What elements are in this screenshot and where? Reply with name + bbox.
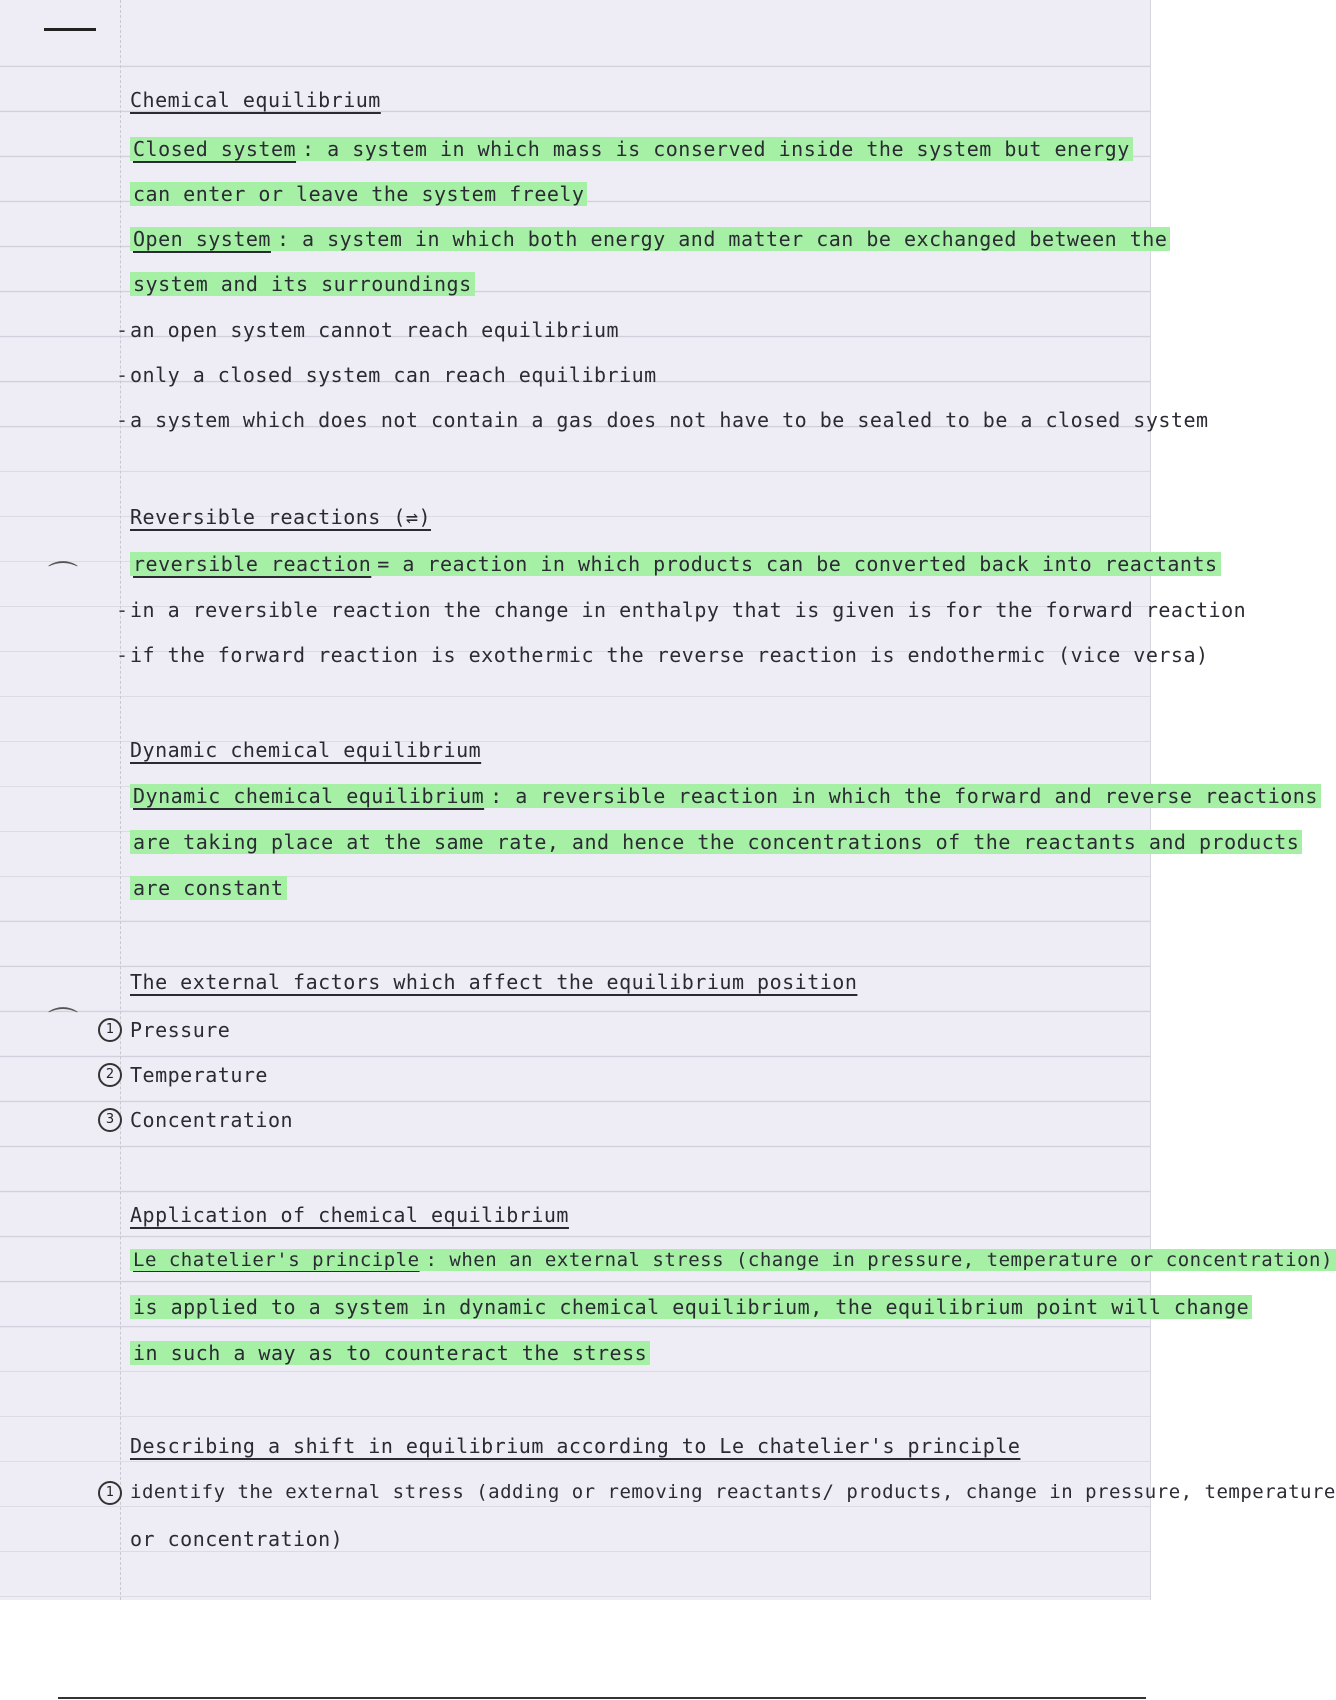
list-item: only a closed system can reach equilibrium — [130, 363, 657, 387]
section-heading-equilibrium: Chemical equilibrium — [130, 88, 381, 112]
reversible-reaction-def: = a reaction in which products can be converted back into reactants — [374, 552, 1220, 576]
margin-line — [120, 0, 121, 1600]
le-chatelier-def-2: is applied to a system in dynamic chemical equilibrium, the equilibrium point will change — [130, 1295, 1252, 1319]
step-item: identify the external stress (adding or removing reactants/ products, change in pressure, temperature — [130, 1481, 1336, 1503]
le-chatelier-def-1: : when an external stress (change in pressure, temperature or concentration) — [423, 1249, 1336, 1271]
open-system-definition — [130, 227, 1170, 251]
step-item-cont: or concentration) — [130, 1527, 344, 1551]
le-chatelier-definition — [130, 1249, 1336, 1271]
closed-system-def-1: : a system in which mass is conserved inside the system but energy — [299, 137, 1133, 161]
closed-system-definition-cont — [130, 182, 587, 206]
section-heading-reversible: Reversible reactions (⇌) — [130, 505, 431, 529]
open-system-term: Open system — [130, 227, 274, 251]
margin-mark: ⌒ — [48, 560, 78, 595]
dynamic-equilibrium-def-1: : a reversible reaction in which the forward and reverse reactions — [487, 784, 1321, 808]
list-item: Concentration — [130, 1108, 294, 1132]
dynamic-equilibrium-definition-end — [130, 876, 287, 900]
le-chatelier-term: Le chatelier's principle — [130, 1249, 423, 1271]
section-heading-factors: The external factors which affect the equilibrium position — [130, 970, 858, 994]
number-badge: 1 — [98, 1018, 122, 1042]
list-item: if the forward reaction is exothermic the reverse reaction is endothermic (vice versa) — [130, 643, 1209, 667]
open-system-def-2: system and its surroundings — [130, 272, 475, 296]
list-item: in a reversible reaction the change in enthalpy that is given is for the forward reaction — [130, 598, 1247, 622]
list-item: Temperature — [130, 1063, 268, 1087]
reversible-reaction-definition — [130, 552, 1221, 576]
le-chatelier-definition-end — [130, 1341, 650, 1365]
number-badge: 3 — [98, 1108, 122, 1132]
section-heading-application: Application of chemical equilibrium — [130, 1203, 569, 1227]
corner-dash — [44, 28, 96, 31]
list-item: Pressure — [130, 1018, 231, 1042]
bottom-rule — [58, 1697, 1146, 1699]
bullet-dash: - — [116, 598, 129, 622]
open-system-definition-cont — [130, 272, 475, 296]
number-badge: 1 — [98, 1481, 122, 1505]
closed-system-term: Closed system — [130, 137, 299, 161]
dynamic-equilibrium-definition-cont — [130, 830, 1302, 854]
reversible-reaction-term: reversible reaction — [130, 552, 374, 576]
bullet-dash: - — [116, 408, 129, 432]
closed-system-definition — [130, 137, 1133, 161]
list-item: an open system cannot reach equilibrium — [130, 318, 620, 342]
le-chatelier-def-3: in such a way as to counteract the stress — [130, 1341, 650, 1365]
le-chatelier-definition-cont — [130, 1295, 1252, 1319]
open-system-def-1: : a system in which both energy and matter can be exchanged between the — [274, 227, 1170, 251]
bullet-dash: - — [116, 363, 129, 387]
closed-system-def-2: can enter or leave the system freely — [130, 182, 587, 206]
bullet-dash: - — [116, 643, 129, 667]
number-badge: 2 — [98, 1063, 122, 1087]
bullet-dash: - — [116, 318, 129, 342]
dynamic-equilibrium-definition — [130, 784, 1321, 808]
dynamic-equilibrium-def-2: are taking place at the same rate, and hence the concentrations of the reactants and products — [130, 830, 1302, 854]
dynamic-equilibrium-term: Dynamic chemical equilibrium — [130, 784, 487, 808]
dynamic-equilibrium-def-3: are constant — [130, 876, 287, 900]
section-heading-dynamic: Dynamic chemical equilibrium — [130, 738, 482, 762]
margin-mark: ⌒ — [48, 1006, 78, 1041]
list-item: a system which does not contain a gas does not have to be sealed to be a closed system — [130, 408, 1209, 432]
section-heading-describing: Describing a shift in equilibrium according to Le chatelier's principle — [130, 1434, 1021, 1458]
